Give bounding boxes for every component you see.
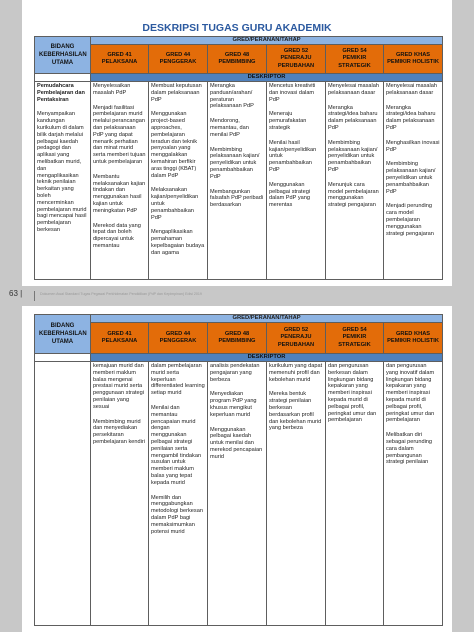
descriptor-bar: DESKRIPTOR [91, 74, 443, 82]
bidang-header: BIDANG KEBERHASILAN UTAMA [35, 37, 91, 74]
grade-header-52: GRED 52 PENERAJU PERUBAHAN [267, 323, 326, 354]
descriptor-cell-khas [384, 362, 443, 626]
descriptor-item: dan pengurusan berkesan dalam lingkungan bidang kepakaran yang memberi inspirasi kepada murid di pelbagai profil, peringkat umur dan pembelajaran [328, 363, 377, 424]
descriptor-item: Mendorong, memantau, dan menilai PdP [210, 118, 249, 138]
descriptor-item: kurikulum yang dapat memenuhi profil dan kebolehan murid [269, 363, 323, 383]
grade-header-khas: GRED KHAS PEMIKIR HOLISTIK [384, 45, 443, 74]
grade-header-44: GRED 44 PENGGERAK [149, 323, 208, 354]
descriptor-item: Menilai dan memantau pencapaian murid dengan menggunakan pelbagai strategi penilaian serta mengambil tindakan susulan untuk memberi maklum balas yang tepat kepada murid [151, 404, 202, 486]
page-number: 63 | [9, 289, 23, 298]
descriptor-item: Memilih dan menggabungkan metodologi berkesan dalam PdP bagi memaksimumkan potensi murid [151, 494, 203, 535]
descriptor-item: Membimbing murid dan menyediakan persekitaran pembelajaran kendiri [93, 418, 145, 445]
grade-header-44: GRED 44 PENGGERAK [149, 45, 208, 74]
descriptor-item: Menyelesai masalah pelaksanaan dasar [386, 83, 437, 96]
descriptor-item: Mencetus kreativiti dan inovasi dalam PdP [269, 83, 316, 103]
descriptor-item: dan pengurusan yang inovatif dalam lingkungan bidang kepakaran yang memberi inspirasi kepada murid di pelbagai profil, peringkat umur dan pembelajaran [386, 363, 435, 424]
grade-header-41: GRED 41 PELAKSANA [91, 323, 149, 354]
descriptor-item: Membimbing pelaksanaan kajian/ penyelidikan untuk penambahbaikan PdP [210, 146, 260, 180]
descriptor-item: Menyelesaikan masalah PdP [93, 83, 131, 96]
descriptor-item: Membantu melaksanakan kajian tindakan dan menggunakan hasil kajian untuk meningkatan PdP [93, 173, 146, 214]
task-table-page-2 [34, 314, 443, 626]
page-footer [0, 286, 474, 306]
descriptor-item: Menghasilkan inovasi PdP [386, 139, 440, 153]
document-page-1 [22, 0, 452, 286]
descriptor-item: Membangunkan falsafah PdP peribadi berdasarkan [210, 188, 264, 209]
page-title: DESKRIPSI TUGAS GURU AKADEMIK [142, 22, 332, 34]
descriptor-cell-khas [384, 82, 443, 280]
descriptor-item: Melaksanakan kajian/penyelidikan untuk penambahbaikan PdP [151, 187, 199, 221]
descriptor-cell-54 [326, 82, 384, 280]
descriptor-cell-44 [149, 82, 208, 280]
footer-text: Dokumen Awal Standard Tugas Pegawai Perkhidmatan Pendidikan (PdP dan Kepimpinan) Edisi 2019 [40, 292, 202, 296]
area-cell [35, 362, 91, 626]
grade-header-52: GRED 52 PENERAJU PERUBAHAN [267, 45, 326, 74]
descriptor-cell-48 [208, 362, 267, 626]
descriptor-item: Membimbing pelaksanaan kajian/ penyelidikan untuk penambahbaikan PdP [328, 139, 378, 173]
descriptor-cell-41 [91, 362, 149, 626]
grade-header-54: GRED 54 PEMIKIR STRATEGIK [326, 323, 384, 354]
descriptor-item: Menilai hasil kajian/penyelidikan untuk penambahbaikan PdP [269, 139, 317, 173]
descriptor-cell-48 [208, 82, 267, 280]
descriptor-item: Merangka strategi/idea baharu dalam pelaksanaan PdP [386, 104, 436, 131]
descriptor-item: Menggunakan pelbagai kaedah untuk menilai dan merekod pencapaian murid [210, 426, 263, 460]
gred-bar: GRED/PERANAN/TAHAP [91, 37, 443, 45]
grade-header-54: GRED 54 PEMIKIR STRATEGIK [326, 45, 384, 74]
grade-header-41: GRED 41 PELAKSANA [91, 45, 149, 74]
descriptor-item: Membuat keputusan dalam pelaksanaan PdP [151, 83, 202, 103]
area-label: Pemudahcara Pembelajaran dan Pentaksiran [37, 83, 85, 103]
descriptor-item: Merangka panduan/arahan/ peraturan pelaksanaan PdP [210, 83, 254, 110]
descriptor-item: Menjadi fasilitasi pembelajaran murid melalui perancangan dan pelaksanaan PdP yang dapat menarik perhatian dan minat murid serta memberi tujuan untuk pembelajaran [93, 104, 146, 165]
area-description: Menyampaikan kandungan kurikulum di dalam bilik darjah melalui pelbagai kaedah pedagogi dan aplikasi yang melibatkan murid, dan mengaplikasikan teknik penilaian berkaitan yang boleh mencerminkan pembelajaran murid bagi mencapai hasil pembelajaran berkesan [37, 111, 87, 233]
gred-bar: GRED/PERANAN/TAHAP [91, 315, 443, 323]
descriptor-item: Membimbing pelaksanaan kajian/ penyelidikan untuk penambahbaikan PdP [386, 161, 436, 195]
descriptor-item: analisis pendekatan pengajaran yang berbeza [210, 363, 260, 383]
grade-header-48: GRED 48 PEMBIMBING [208, 45, 267, 74]
descriptor-cell-54 [326, 362, 384, 626]
descriptor-item: Menyelesai masalah pelaksanaan dasar [328, 83, 379, 96]
document-page-2 [22, 306, 452, 632]
descriptor-item: Merekod data yang tepat dan boleh dipercayai untuk memantau [93, 222, 141, 249]
descriptor-cell-52 [267, 362, 326, 626]
descriptor-item: Menunjuk cara model pembelajaran menggunakan strategi pengajaran [328, 181, 379, 209]
descriptor-cell-52 [267, 82, 326, 280]
descriptor-item: Menggunakan project-based approaches, pembelajaran teradun dan teknik penyoalan yang menggalakkan kemahiran berfikir aras tinggi (KBAT) dalam PdP [151, 111, 198, 179]
descriptor-item: dalam pembelajaran murid serta keperluan differentiated learning setiap murid [151, 363, 205, 397]
descriptor-item: Menjadi perunding cara model pembelajaran menggunakan strategi pengajaran [386, 203, 434, 237]
descriptor-bar: DESKRIPTOR [91, 354, 443, 362]
descriptor-item: Menggunakan pelbagai strategi dalam PdP yang merentas [269, 181, 311, 209]
area-cell [35, 82, 91, 280]
descriptor-item: kemajuan murid dan memberi maklum balas mengenai prestasi murid serta penggunaan strategi penilaian yang sesuai [93, 363, 145, 410]
descriptor-item: Melibatkan diri sebagai perunding cara dalam pembangunan strategi penilaian [386, 432, 433, 466]
footer-divider [34, 291, 35, 301]
descriptor-cell-41 [91, 82, 149, 280]
bidang-header: BIDANG KEBERHASILAN UTAMA [35, 315, 91, 354]
grade-header-48: GRED 48 PEMBIMBING [208, 323, 267, 354]
descriptor-item: Meneraju pemurafakatan strategik [269, 111, 307, 131]
descriptor-item: Mereka bentuk strategi penilaian berkesan berdasarkan profil dan kebolehan murid yang berbeza [269, 391, 322, 432]
descriptor-item: Merangka strategi/idea baharu dalam pelaksanaan PdP [328, 104, 378, 131]
descriptor-item: Mengaplikasikan pemahaman kepelbagaian budaya dan agama [151, 229, 205, 256]
descriptor-item: Menyediakan program PdP yang khusus mengikut keperluan murid [210, 391, 257, 418]
task-table-page-1 [34, 36, 443, 280]
grade-header-khas: GRED KHAS PEMIKIR HOLISTIK [384, 323, 443, 354]
descriptor-cell-44 [149, 362, 208, 626]
